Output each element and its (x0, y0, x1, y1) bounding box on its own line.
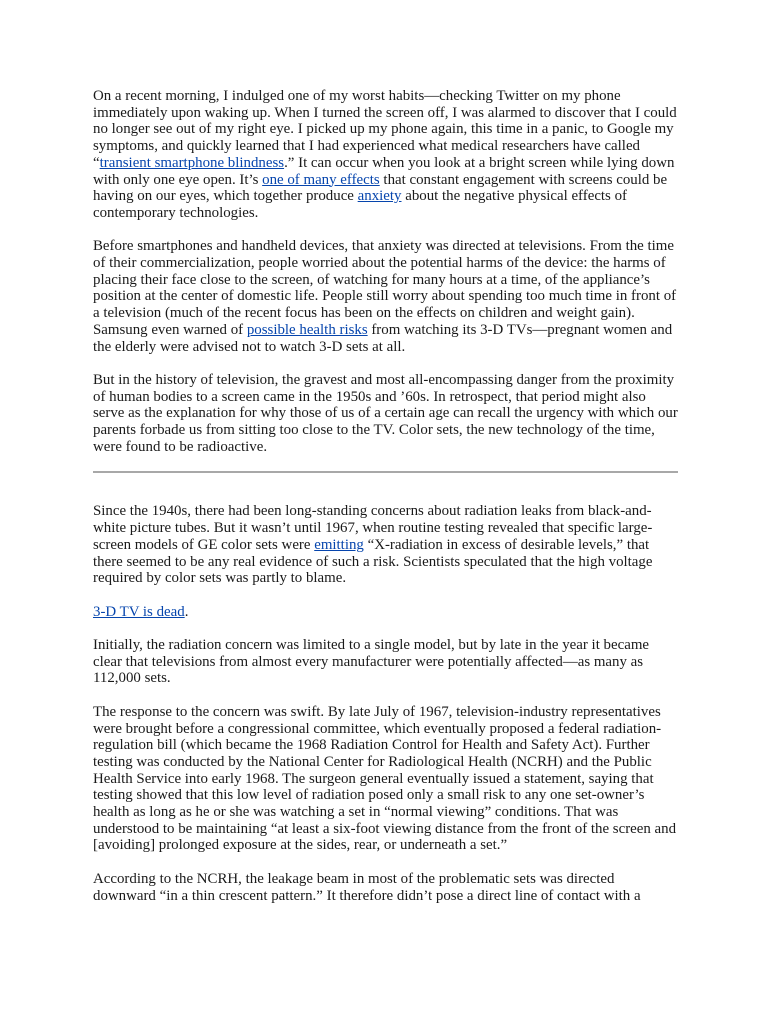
related-link-paragraph (93, 604, 678, 621)
paragraph-6: Initially, the radiation concern was limited to a single model, but by late in the year it became clear that televisions from almost every manufacturer were potentially affected—as many as 112,000 sets. (93, 637, 650, 687)
link-anxiety[interactable]: anxiety (357, 188, 402, 205)
link-3d-tv-is-dead[interactable]: 3-D TV is dead (93, 603, 185, 620)
paragraph-1 (93, 88, 678, 222)
paragraph-text: On a recent morning, I indulged one of my worst habits—checking Twitter on my phone immediately upon waking up. When I turned the screen off, I was alarmed to discover that I could no longer see out of my right eye. I picked up my phone again, this time in a panic, to Google my symptoms, and quickly learned that I had experienced what medical researchers have called “ (93, 88, 677, 171)
paragraph-text: Since the 1940s, there had been long-standing concerns about radiation leaks from black-and-white picture tubes. But it wasn’t until 1967, when routine testing revealed that specific large-screen models of GE color sets were (93, 503, 653, 553)
paragraph-text: . (184, 603, 189, 620)
paragraph-7: The response to the concern was swift. By late July of 1967, television-industry representatives were brought before a congressional committee, which eventually proposed a federal radiation-regulation bill (which became the 1968 Radiation Control for Health and Safety Act). Further testing was conducted by the National Center for Radiological Health (NCRH) and the Public Health Service into early 1968. The surgeon general eventually issued a statement, saying that testing showed that this low level of radiation posed only a small risk to any one set-owner’s health as long as he or she was watching a set in “normal viewing” conditions. That was understood to be maintaining “at least a six-foot viewing distance from the front of the screen and [avoiding] prolonged exposure at the sides, rear, or underneath a set.” (93, 703, 677, 854)
link-emitting[interactable]: emitting (314, 536, 364, 553)
paragraph-3: But in the history of television, the gravest and most all-encompassing danger from the proximity of human bodies to a screen came in the 1950s and ’60s. In retrospect, that period might also serve as the explanation for why those of us of a certain age can recall the urgency with which our parents forbade us from sitting too close to the TV. Color sets, the new technology of the time, were found to be radioactive. (93, 371, 678, 455)
paragraph-text: .” It can occur when you look at a bright screen while lying down with only one eye open. It’s (93, 154, 675, 188)
paragraph-text: “X-radiation in excess of desirable levels,” that there seemed to be any real evidence of such a risk. Scientists speculated that the high voltage required by color sets was partly to blame. (93, 536, 653, 587)
paragraph-text: from watching its 3-D TVs—pregnant women and the elderly were advised not to watch 3-D sets at all. (93, 321, 673, 355)
paragraph-text: about the negative physical effects of contemporary technologies. (93, 188, 627, 221)
paragraph-8: According to the NCRH, the leakage beam in most of the problematic sets was directed downward “in a thin crescent pattern.” It therefore didn’t pose a direct line of contact with a (93, 870, 641, 904)
link-transient-smartphone-blindness[interactable]: transient smartphone blindness (99, 154, 285, 171)
paragraph-2 (93, 238, 678, 355)
paragraph-4 (93, 503, 678, 587)
paragraph-text: Before smartphones and handheld devices, that anxiety was directed at televisions. From the time of their commercialization, people worried about the potential harms of the device: the harms of placing their face close to the screen, of watching for many hours at a time, of the appliance’s position at the center of domestic life. People still worry about spending too much time in front of a television (much of the recent focus has been on the effects on children and weight gain). Samsung even warned of (93, 238, 677, 338)
link-possible-health-risks[interactable]: possible health risks (246, 321, 368, 338)
horizontal-divider (93, 471, 678, 473)
link-one-of-many-effects[interactable]: one of many effects (262, 171, 380, 188)
paragraph-text: that constant engagement with screens could be having on our eyes, which together produce (93, 171, 668, 205)
